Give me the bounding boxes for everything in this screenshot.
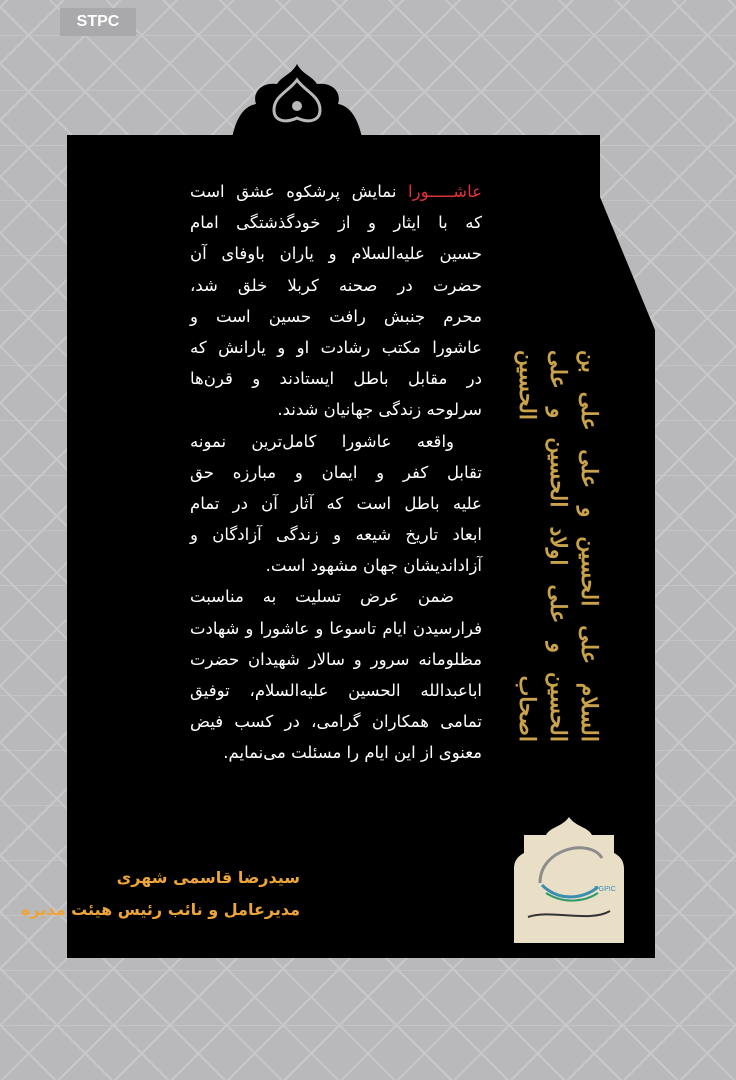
signer-name: سیدرضا قاسمی شهری (116, 868, 300, 887)
text-line: حسین علیه‌السلام و یاران باوفای آن (190, 244, 482, 264)
ashura-highlight: عاشـــــورا (408, 182, 482, 201)
text-line: که با ایثار و از خودگذشتگی امام (190, 213, 482, 233)
text-line: عاشورا مکتب رشادت او و یارانش که (190, 337, 482, 357)
text-line: سرلوحه زندگی جهانیان شدند. (277, 400, 482, 420)
company-logo (510, 813, 628, 947)
signer-title: مدیرعامل و نائب رئیس هیئت مدیره (20, 900, 300, 919)
stpc-badge: STPC (60, 8, 136, 36)
logo-abbr: PGPIC (594, 886, 616, 893)
text-fragment: نمایش پرشکوه عشق است (190, 182, 409, 201)
text-line: حضرت در صحنه کربلا خلق شد، (190, 275, 482, 295)
ornament-icon (222, 62, 372, 138)
text-line: ابعاد تاریخ شیعه و زندگی آزادگان و (190, 525, 482, 545)
text-line: واقعه عاشورا کامل‌ترین نمونه (190, 431, 454, 451)
text-line: اباعبدالله الحسین علیه‌السلام، توفیق (190, 681, 482, 700)
text-line: تقابل کفر و ایمان و مبارزه حق (190, 462, 482, 482)
text-line: آزاداندیشان جهان مشهود است. (265, 556, 482, 576)
text-line: محرم جنبش رافت حسین است و (190, 306, 482, 326)
text-line: معنوی از این ایام را مسئلت می‌نمایم. (223, 743, 482, 763)
text-line: تمامی همکاران گرامی، در کسب فیض (190, 712, 482, 732)
text-line: علیه باطل است که آثار آن در تمام (190, 493, 482, 513)
text-line: فرارسیدن ایام تاسوعا و عاشورا و شهادت (190, 618, 482, 638)
text-line: ضمن عرض تسلیت به مناسبت (190, 587, 454, 607)
text-line (190, 176, 482, 207)
message-body (190, 176, 482, 769)
text-line: مظلومانه سرور و سالار شهیدان حضرت (190, 649, 482, 669)
text-line: در مقابل باطل ایستادند و قرن‌ها (190, 369, 482, 389)
calligraphy-panel: السلام علی الحسین و علی علی بن الحسین و علی اولاد الحسین و علی اصحاب الحسین (514, 350, 602, 742)
